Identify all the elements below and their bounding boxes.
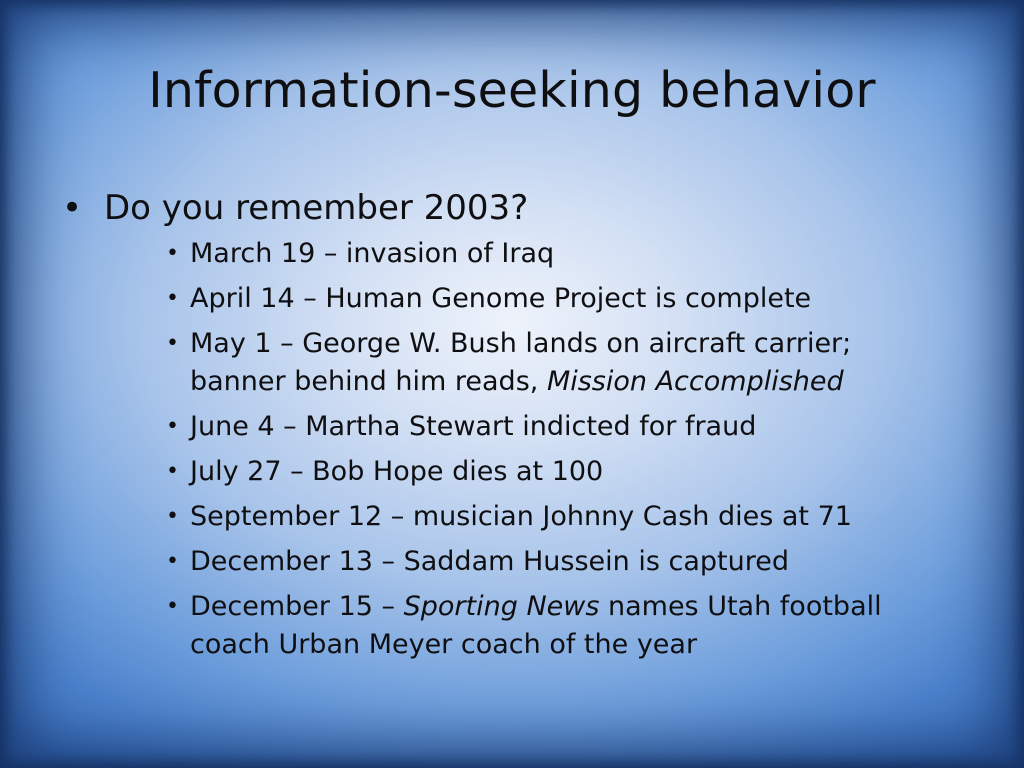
event-item-may-1 [162, 325, 960, 401]
event-item-september-12 [162, 498, 960, 536]
event-text: March 19 – invasion of Iraq [190, 238, 555, 269]
bullet-marker: • [166, 459, 179, 484]
bullet-marker: • [166, 331, 179, 356]
event-item-july-27 [162, 453, 960, 491]
event-text: December 13 – Saddam Hussein is captured [190, 546, 789, 577]
bullet-marker: • [166, 241, 179, 266]
bullet-marker: • [166, 414, 179, 439]
event-text-italic: Sporting News [403, 591, 600, 622]
event-text: June 4 – Martha Stewart indicted for fraud [190, 411, 757, 442]
event-text-line2: coach Urban Meyer coach of the year [190, 629, 698, 660]
event-text: May 1 – George W. Bush lands on aircraft carrier; [190, 328, 852, 359]
event-list [60, 235, 960, 664]
main-bullet-text: Do you remember 2003? [104, 188, 529, 228]
event-text: April 14 – Human Genome Project is complete [190, 283, 812, 314]
bullet-marker: • [166, 594, 179, 619]
event-item-december-13 [162, 543, 960, 581]
event-text: September 12 – musician Johnny Cash dies at 71 [190, 501, 852, 532]
event-item-march-19 [162, 235, 960, 273]
slide-body [60, 186, 960, 671]
bullet-marker: • [166, 286, 179, 311]
bullet-marker: • [166, 549, 179, 574]
event-text-post: names Utah football [599, 591, 882, 622]
event-item-june-4 [162, 408, 960, 446]
event-text: July 27 – Bob Hope dies at 100 [190, 456, 604, 487]
slide-title: Information-seeking behavior [148, 62, 876, 119]
event-item-april-14 [162, 280, 960, 318]
main-bullet-item [60, 186, 960, 230]
event-item-december-15 [162, 588, 960, 664]
event-text-line2: banner behind him reads, [190, 366, 547, 397]
event-text-italic: Mission Accomplished [546, 366, 844, 397]
bullet-marker: • [166, 504, 179, 529]
bullet-marker: • [62, 188, 83, 228]
event-text-pre: December 15 – [190, 591, 404, 622]
